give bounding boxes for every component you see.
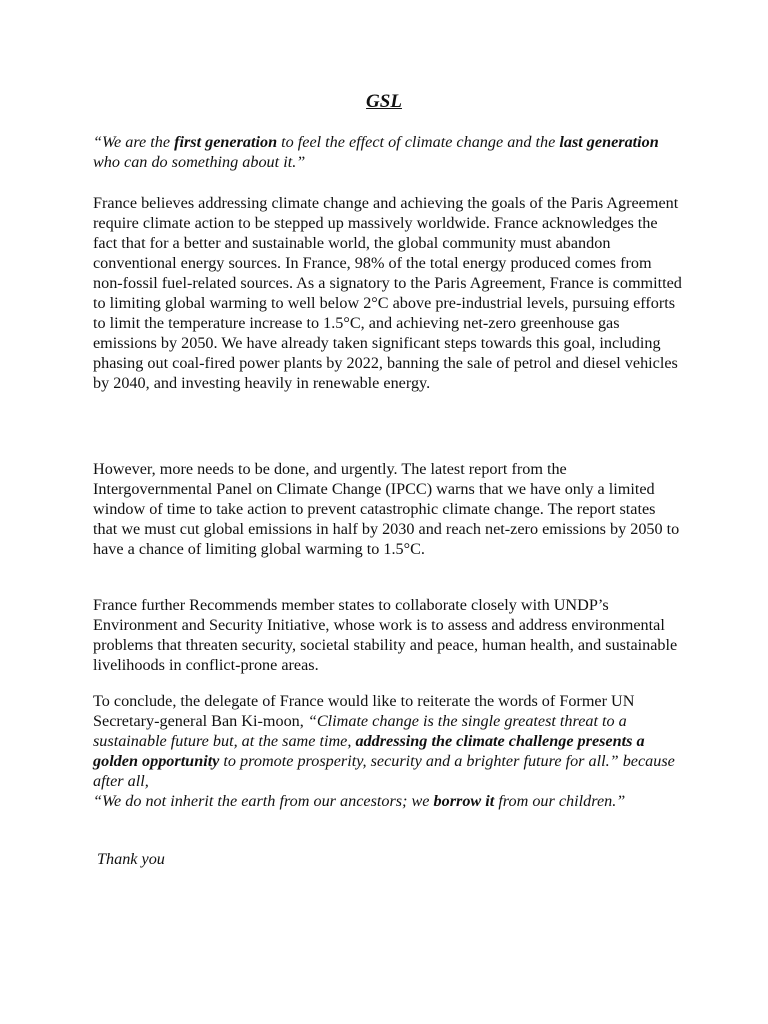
conclusion-quote: to promote prosperity, security and a brighter future for all.” because after all, [93,752,675,790]
paragraph-recommendation: France further Recommends member states to collaborate closely with UNDP’s Environment and Security Initiative, whose work is to assess and address environmental problems that threaten security, societal stability and peace, human health, and sustainable livelihoods in conflict-prone areas. [93,596,678,674]
closing-quote: “We do not inherit the earth from our ancestors; we [93,792,434,810]
closing-quote-emphasis: borrow it [433,792,495,810]
conclusion-intro: To conclude, the delegate of France would like to reiterate the words of Former UN Secretary-general Ban Ki-moon, [93,692,635,730]
opening-quote-text: “We are the [93,133,175,151]
paragraph-urgency: However, more needs to be done, and urgently. The latest report from the Intergovernmental Panel on Climate Change (IPCC) warns that we have only a limited window of time to take action to prevent catastrophic climate change. The report states that we must cut global emissions in half by 2030 and reach net-zero emissions by 2050 to have a chance of limiting global warming to 1.5°C. [93,460,680,558]
opening-quote [93,132,683,172]
conclusion-quote-emphasis: addressing the climate challenge presents a golden opportunity [93,732,645,770]
opening-quote-emphasis: last generation [559,133,659,151]
paragraph-commitment: France believes addressing climate change and achieving the goals of the Paris Agreement require climate action to be stepped up massively worldwide. France acknowledges the fact that for a better and sustainable world, the global community must abandon conventional energy sources. In France, 98% of the total energy produced comes from non-fossil fuel-related sources. As a signatory to the Paris Agreement, France is committed to limiting global warming to well below 2°C above pre-industrial levels, pursuing efforts to limit the temperature increase to 1.5°C, and achieving net-zero greenhouse gas emissions by 2050. We have already taken significant steps towards this goal, including phasing out coal-fired power plants by 2022, banning the sale of petrol and diesel vehicles by 2040, and investing heavily in renewable energy. [93,194,682,392]
closing-quote: from our children.” [494,792,626,810]
closing-thanks: Thank you [97,850,165,868]
opening-quote-text: to feel the effect of climate change and the [277,133,560,151]
document-title: GSL [366,91,402,112]
opening-quote-text: who can do something about it.” [93,153,306,171]
opening-quote-emphasis: first generation [174,133,278,151]
conclusion-quote: “Climate change is the single greatest threat to a sustainable future but, at the same time, [93,712,627,750]
paragraph-conclusion [93,691,683,811]
